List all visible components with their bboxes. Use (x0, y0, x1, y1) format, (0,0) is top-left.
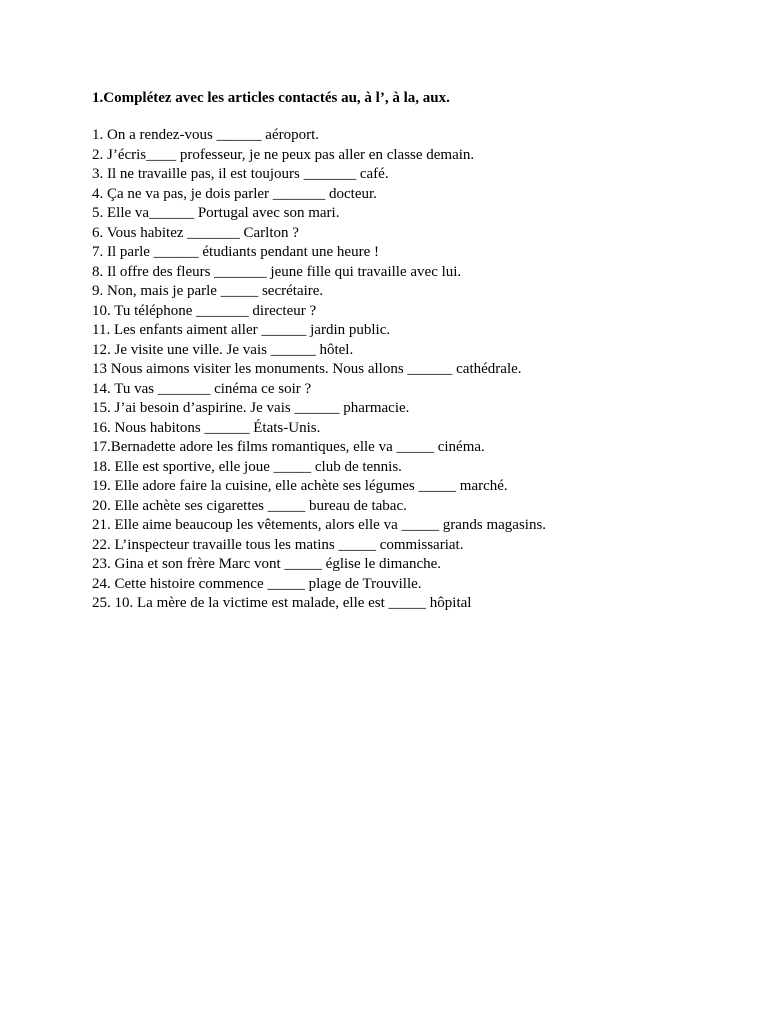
exercise-line: 18. Elle est sportive, elle joue _____ club de tennis. (92, 458, 402, 475)
exercise-line: 7. Il parle ______ étudiants pendant une heure ! (92, 244, 379, 260)
exercise-line: 9. Non, mais je parle _____ secrétaire. (92, 283, 324, 299)
exercise-line: 21. Elle aime beaucoup les vêtements, alors elle va _____ grands magasins. (92, 517, 547, 533)
exercise-line: 23. Gina et son frère Marc vont _____ église le dimanche. (92, 556, 442, 572)
exercise-line: 16. Nous habitons ______ États-Unis. (92, 419, 321, 436)
exercise-list (92, 126, 546, 614)
exercise-line: 2. J’écris____ professeur, je ne peux pas aller en classe demain. (92, 146, 475, 163)
exercise-line: 22. L’inspecteur travaille tous les matins _____ commissariat. (92, 536, 464, 553)
exercise-title: 1.Complétez avec les articles contactés au, à l’, à la, aux. (92, 90, 450, 106)
exercise-line: 11. Les enfants aiment aller ______ jardin public. (92, 322, 391, 338)
exercise-line: 20. Elle achète ses cigarettes _____ bureau de tabac. (92, 497, 407, 514)
exercise-line: 5. Elle va______ Portugal avec son mari. (92, 205, 340, 221)
exercise-line: 17.Bernadette adore les films romantiques, elle va _____ cinéma. (92, 439, 485, 455)
exercise-line: 3. Il ne travaille pas, il est toujours _______ café. (92, 166, 389, 182)
exercise-line: 10. Tu téléphone _______ directeur ? (92, 302, 317, 319)
exercise-line: 14. Tu vas _______ cinéma ce soir ? (92, 380, 312, 397)
exercise-line: 8. Il offre des fleurs _______ jeune fille qui travaille avec lui. (92, 263, 462, 280)
exercise-line: 1. On a rendez-vous ______ aéroport. (92, 127, 320, 143)
exercise-line: 4. Ça ne va pas, je dois parler _______ docteur. (92, 185, 377, 202)
exercise-line: 15. J’ai besoin d’aspirine. Je vais ______ pharmacie. (92, 400, 410, 416)
exercise-line: 24. Cette histoire commence _____ plage de Trouville. (92, 575, 422, 592)
exercise-line: 13 Nous aimons visiter les monuments. Nous allons ______ cathédrale. (92, 361, 522, 377)
exercise-line: 19. Elle adore faire la cuisine, elle achète ses légumes _____ marché. (92, 478, 508, 494)
exercise-line: 6. Vous habitez _______ Carlton ? (92, 224, 299, 241)
exercise-line: 12. Je visite une ville. Je vais ______ hôtel. (92, 341, 354, 358)
exercise-line: 25. 10. La mère de la victime est malade, elle est _____ hôpital (92, 595, 472, 611)
